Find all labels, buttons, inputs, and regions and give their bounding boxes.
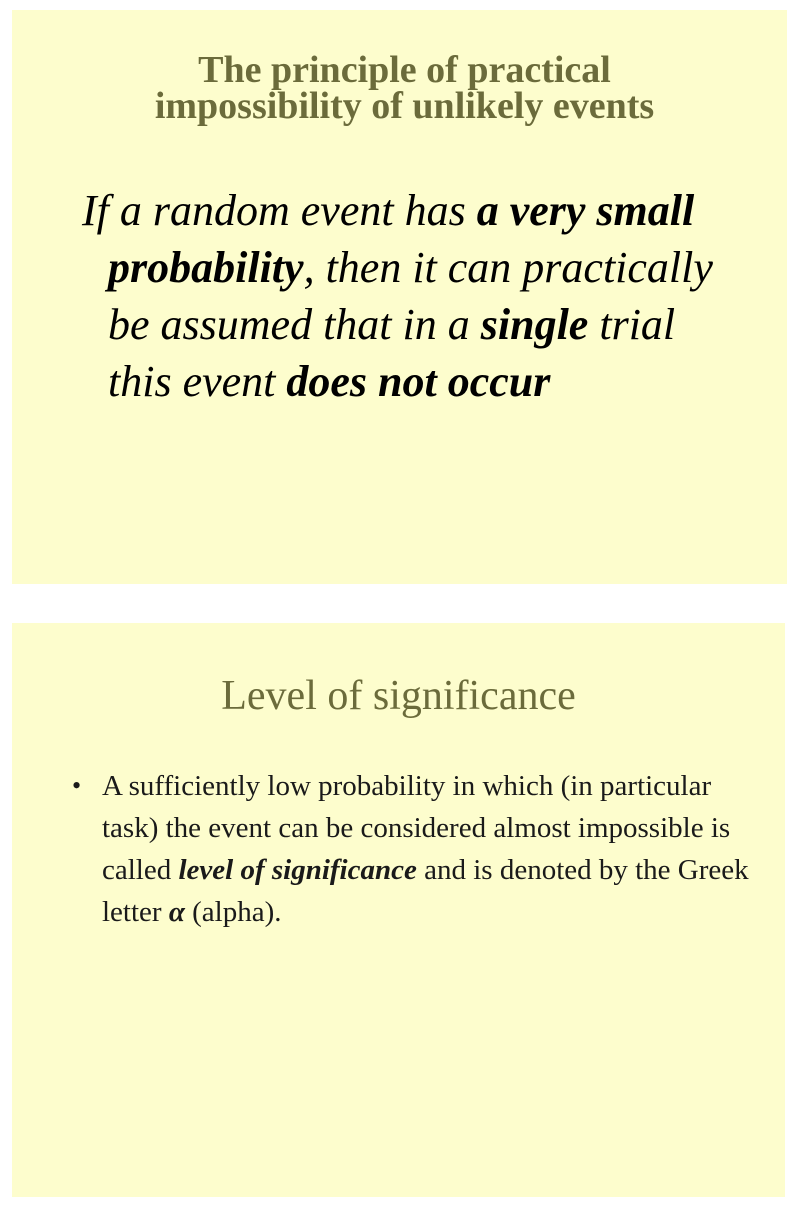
principle-statement: [82, 182, 782, 410]
statement-text: If a random event has: [82, 186, 477, 235]
emphasis-does-not-occur: does not occur: [286, 357, 551, 406]
term-level-of-significance: level of significance: [178, 854, 417, 886]
statement-text: be assumed that in a: [108, 300, 481, 349]
bullet-text: and is denoted by the Greek letter: [102, 854, 749, 928]
slide-title: Level of significance: [221, 673, 576, 719]
slide-title: [12, 49, 797, 127]
slide-level-of-significance: [12, 623, 785, 1197]
alpha-symbol: α: [168, 896, 185, 928]
emphasis-very-small: a very small: [476, 186, 695, 235]
statement-line-3: [82, 296, 782, 353]
bullet-text: A sufficiently low probability in which (in particular task) the event can be considered almost impossible is called: [102, 770, 731, 886]
title-line-1: The principle of practical: [198, 49, 611, 91]
statement-text: , then it can practically: [303, 243, 713, 292]
bullet-list: [70, 765, 760, 933]
statement-line-1: [82, 182, 782, 239]
statement-line-4: [82, 353, 782, 410]
emphasis-probability: probability: [108, 243, 304, 292]
list-item: [70, 765, 760, 933]
statement-text: this event: [108, 357, 287, 406]
emphasis-single: single: [480, 300, 589, 349]
statement-line-2: [82, 239, 782, 296]
bullet-text: (alpha).: [184, 896, 282, 928]
bullet-icon: •: [72, 771, 82, 800]
slide-principle: [12, 10, 787, 584]
statement-text: trial: [588, 300, 676, 349]
title-line-2: impossibility of unlikely events: [154, 85, 655, 127]
